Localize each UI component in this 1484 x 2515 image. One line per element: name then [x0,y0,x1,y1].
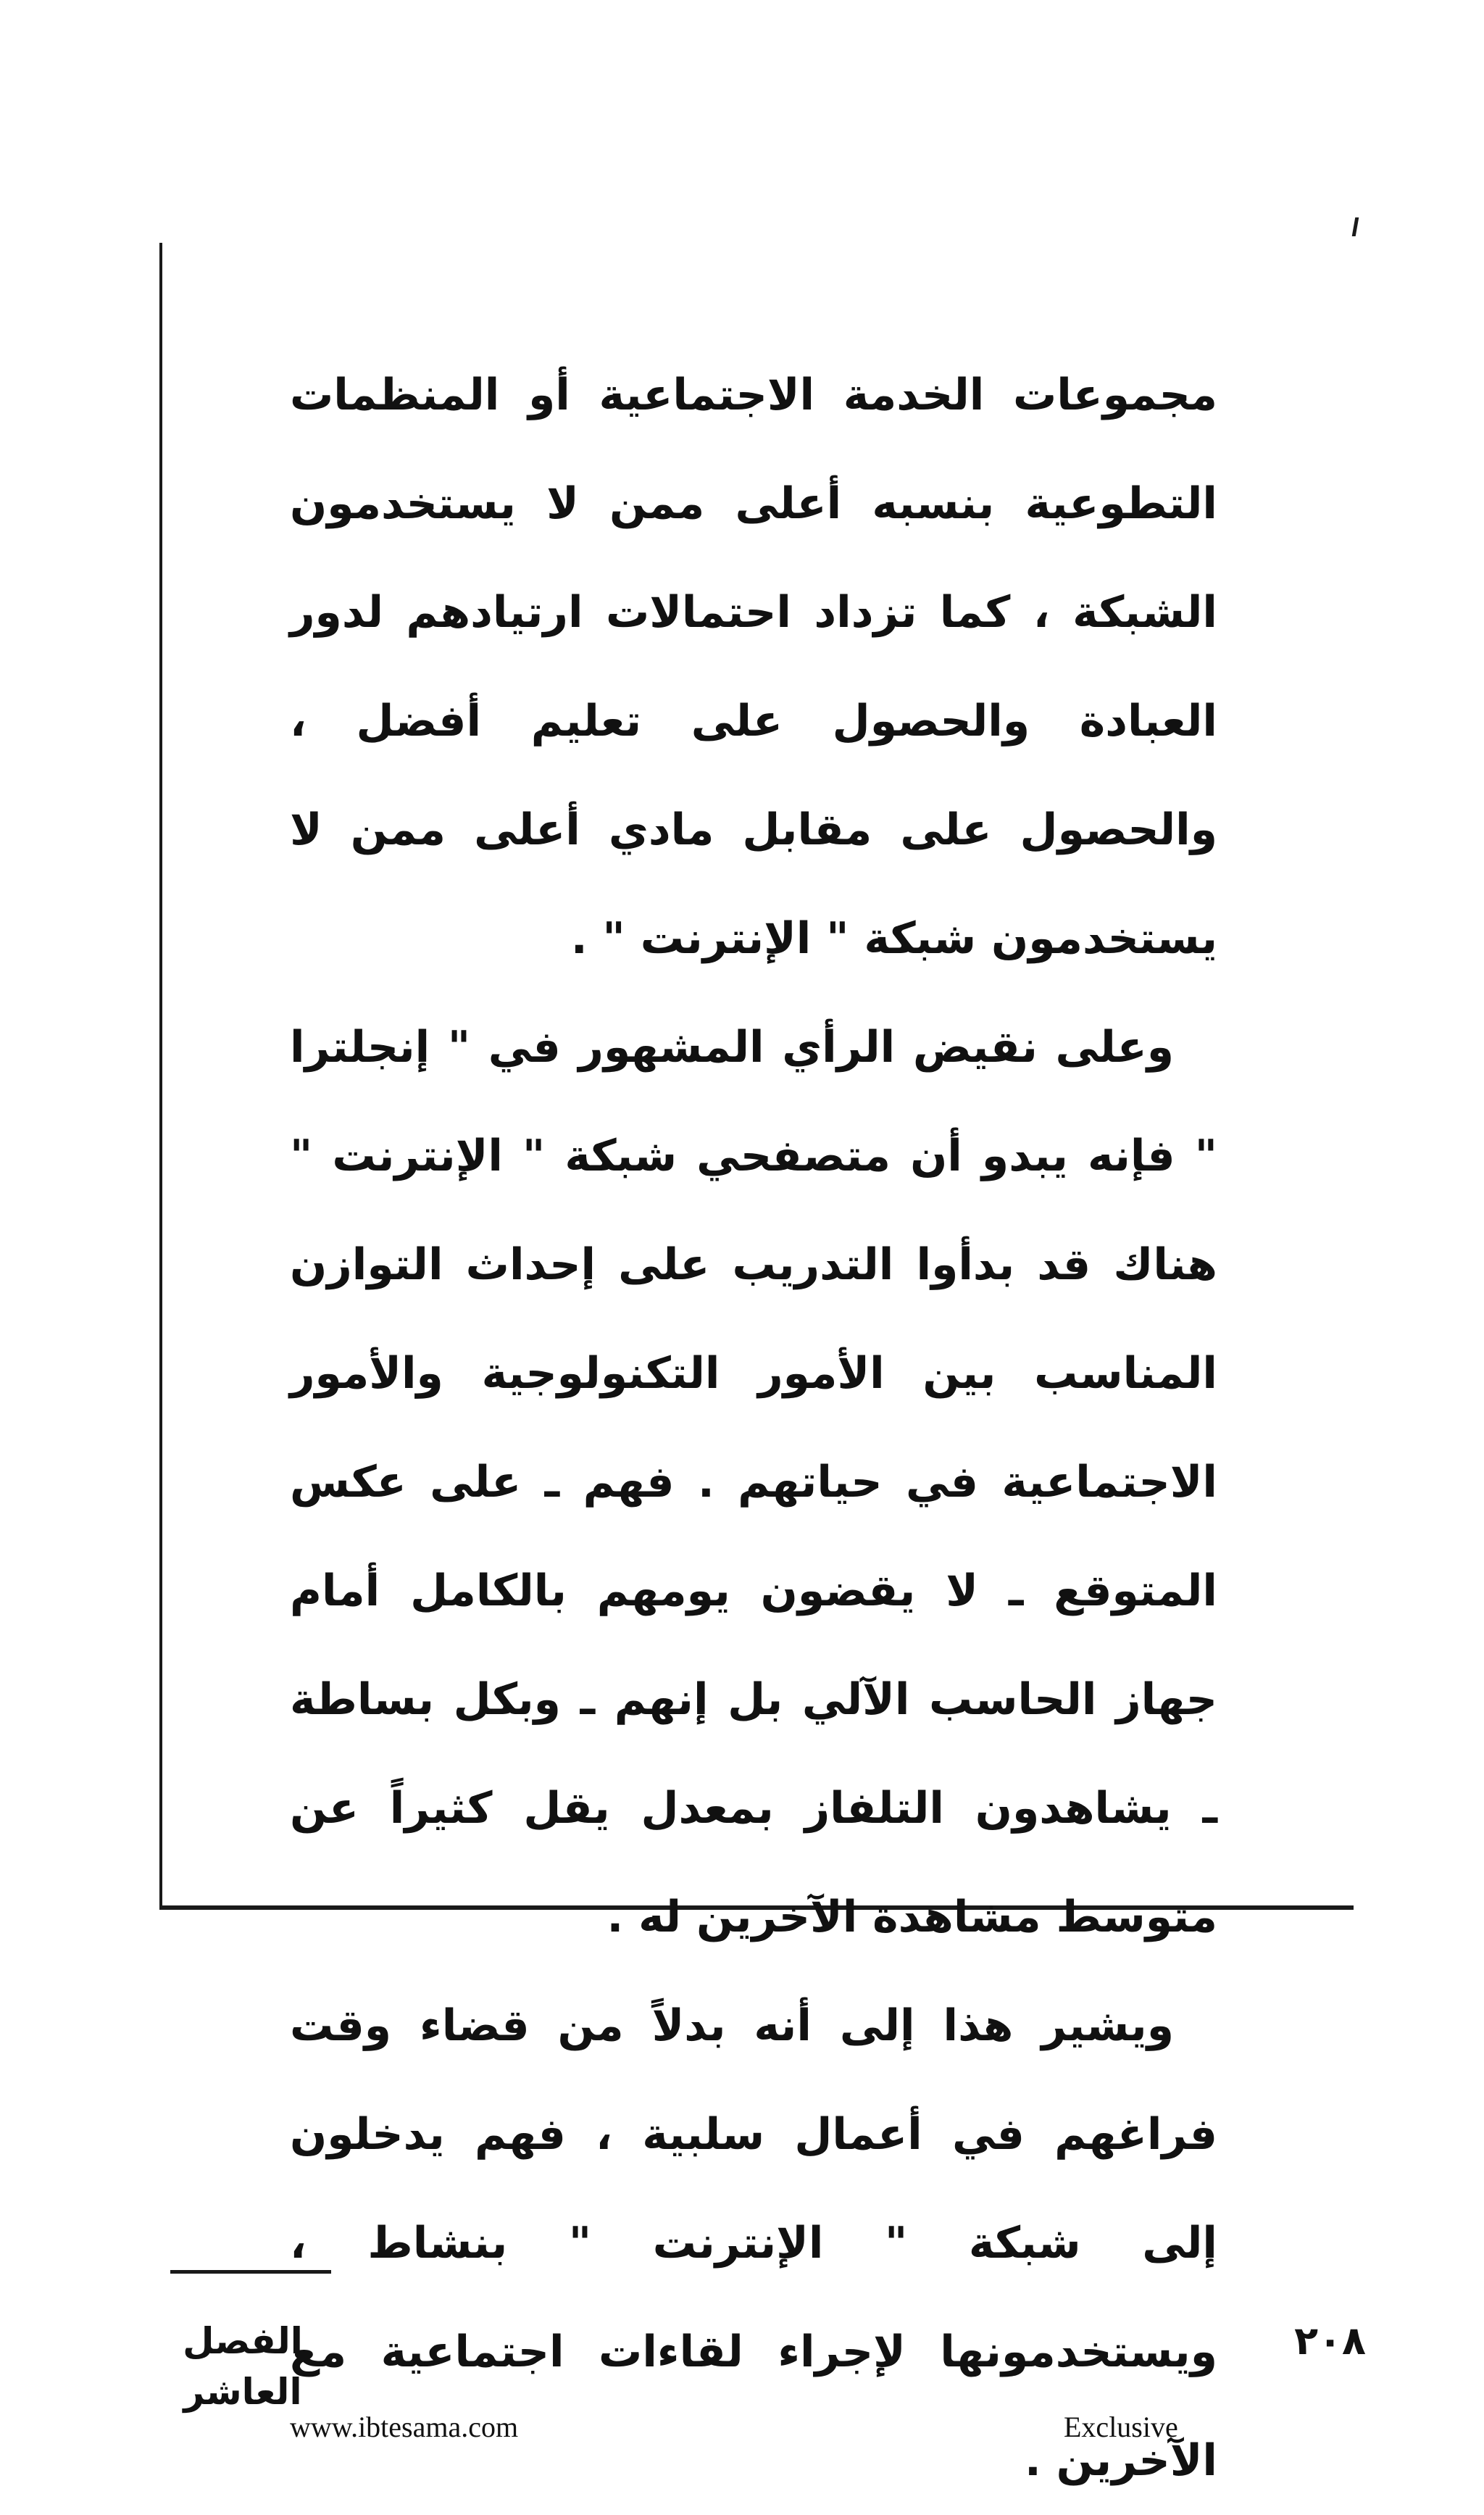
paragraph-1: مجموعات الخدمة الاجتماعية أو المنظمات التطوعية بنسبه أعلى ممن لا يستخدمون الشبكة ، كما تزداد احتمالات ارتيادهم لدور العبادة والحصول على تعليم أفضل ، والحصول على مقابل مادي أعلى ممن لا يستخدمون شبكة " الإنترنت " . [290,370,1217,964]
paragraph-3: ويشير هذا إلى أنه بدلاً من قضاء وقت فراغهم في أعمال سلبية ، فهم يدخلون إلى شبكة " الإنترنت " بنشاط ، ويستخدمونها لإجراء لقاءات اجتماعية مع الآخرين . [290,2000,1217,2486]
chapter-label: الفصل العاشر [183,2320,303,2413]
body-text [290,341,1217,2515]
page-number: ٢٠٨ [1294,2318,1366,2364]
exclusive-watermark: Exclusive [1064,2411,1178,2443]
footer-rule [170,2270,331,2274]
paragraph-2: وعلى نقيض الرأي المشهور في " إنجلترا " فإنه يبدو أن متصفحي شبكة " الإنترنت " هناك قد بدأوا التدريب على إحداث التوازن المناسب بين الأمور التكنولوجية والأمور الاجتماعية في حياتهم . فهم ـ على عكس المتوقع ـ لا يقضون يومهم بالكامل أمام جهاز الحاسب الآلي بل إنهم ـ وبكل بساطة ـ يشاهدون التلفاز بمعدل يقل كثيراً عن متوسط مشاهدة الآخرين له . [290,1022,1217,1942]
website-watermark: www.ibtesama.com [290,2411,519,2443]
margin-mark [1352,217,1359,236]
